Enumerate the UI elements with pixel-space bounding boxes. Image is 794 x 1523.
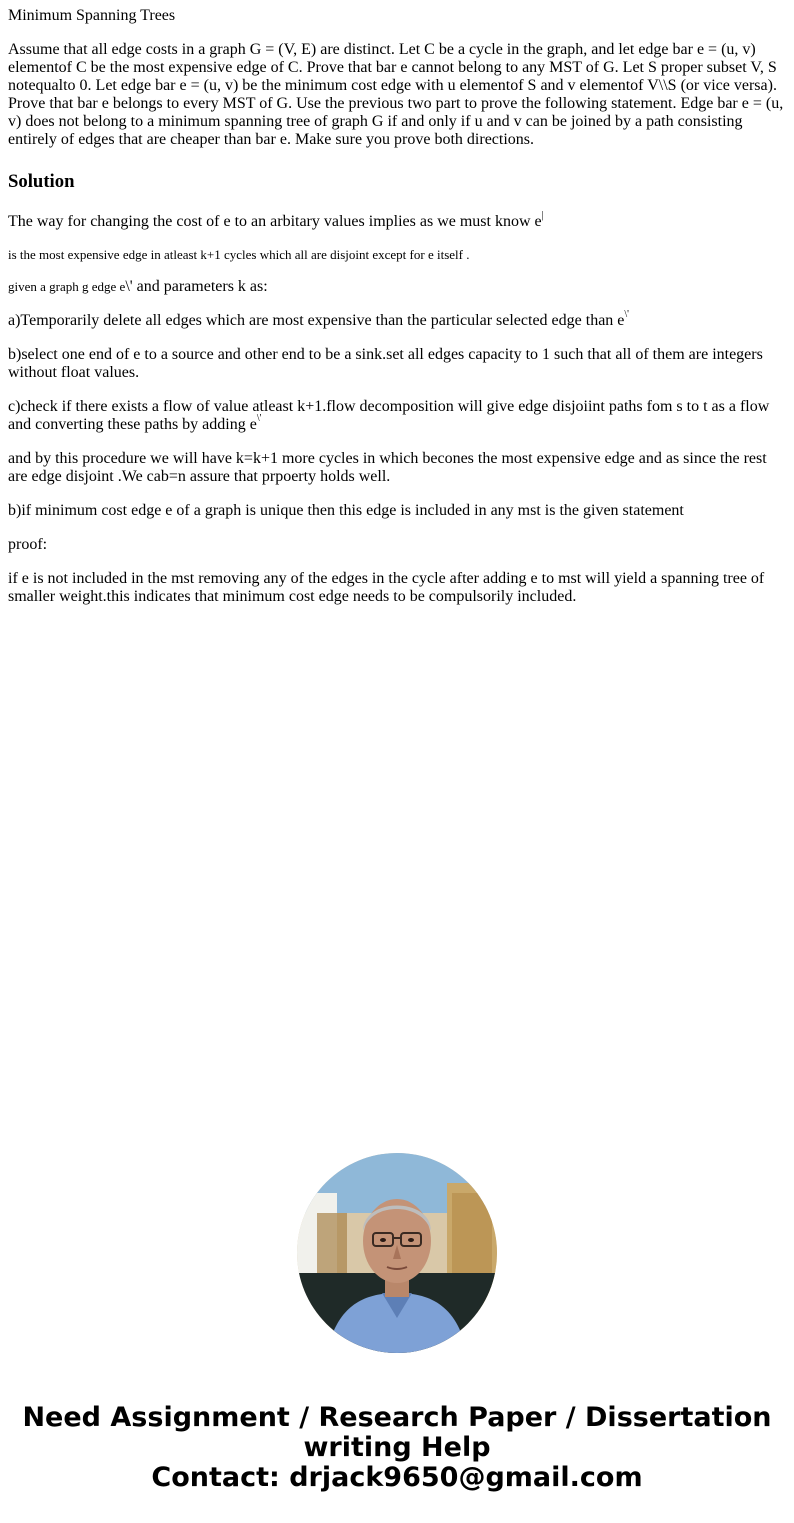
solution-paragraph-4 (8, 309, 786, 330)
author-avatar (297, 1153, 497, 1353)
document-body (8, 7, 786, 622)
solution-paragraph-3 (8, 278, 786, 296)
solution-paragraph-1 (8, 210, 786, 231)
promo-contact: Contact: drjack9650@gmail.com (151, 1462, 643, 1493)
solution-paragraph-3-small: given a graph g edge e (8, 279, 126, 294)
page-title: Minimum Spanning Trees (8, 7, 176, 24)
promo-line-2: writing Help (303, 1432, 491, 1463)
solution-paragraph-7: and by this procedure we will have k=k+1 more cycles in which becones the most expensive edge and as since the rest are edge disjoint .We cab=n assure that prpoerty holds well. (8, 450, 767, 485)
solution-paragraph-1-sup: | (541, 210, 544, 221)
promo-line-1: Need Assignment / Research Paper / Dissertation (22, 1402, 772, 1433)
solution-paragraph-10: if e is not included in the mst removing any of the edges in the cycle after adding e to mst will yield a spanning tree of smaller weight.this indicates that minimum cost edge needs to be compulsorily included. (8, 570, 765, 605)
solution-paragraph-9: proof: (8, 536, 48, 553)
solution-paragraph-3-rest: \' and parameters k as: (125, 278, 268, 295)
solution-paragraph-2: is the most expensive edge in atleast k+1 cycles which all are disjoint except for e itself . (8, 247, 470, 262)
solution-paragraph-4-text: a)Temporarily delete all edges which are most expensive than the particular selected edge than e (8, 312, 625, 329)
solution-paragraph-1-text: The way for changing the cost of e to an arbitary values implies as we must know e (8, 213, 542, 230)
solution-paragraph-5: b)select one end of e to a source and other end to be a sink.set all edges capacity to 1 such that all of them are integers without float values. (8, 346, 763, 381)
solution-heading: Solution (8, 171, 75, 192)
author-photo-illustration (297, 1153, 497, 1353)
solution-paragraph-6-text: c)check if there exists a flow of value atleast k+1.flow decomposition will give edge disjoiint paths fom s to t as a flow and converting these paths by adding e (8, 398, 770, 433)
solution-paragraph-6 (8, 398, 786, 434)
question-text: Assume that all edge costs in a graph G = (V, E) are distinct. Let C be a cycle in the graph, and let edge bar e = (u, v) elementof C be the most expensive edge of C. Prove that bar e cannot belong to any MST of G. Let S proper subset V, S notequalto 0. Let edge bar e = (u, v) be the minimum cost edge with u elementof S and v elementof V\\S (or vice versa). Prove that bar e belongs to every MST of G. Use the previous two part to prove the following statement. Edge bar e = (u, v) does not belong to a minimum spanning tree of graph G if and only if u and v can be joined by a path consisting entirely of edges that are cheaper than bar e. Make sure you prove both directions. (8, 41, 784, 148)
promo-banner (0, 1403, 794, 1493)
solution-paragraph-4-sup: \' (624, 309, 629, 320)
solution-paragraph-6-sup: \' (256, 413, 262, 424)
solution-paragraph-8: b)if minimum cost edge e of a graph is unique then this edge is included in any mst is the given statement (8, 502, 684, 519)
